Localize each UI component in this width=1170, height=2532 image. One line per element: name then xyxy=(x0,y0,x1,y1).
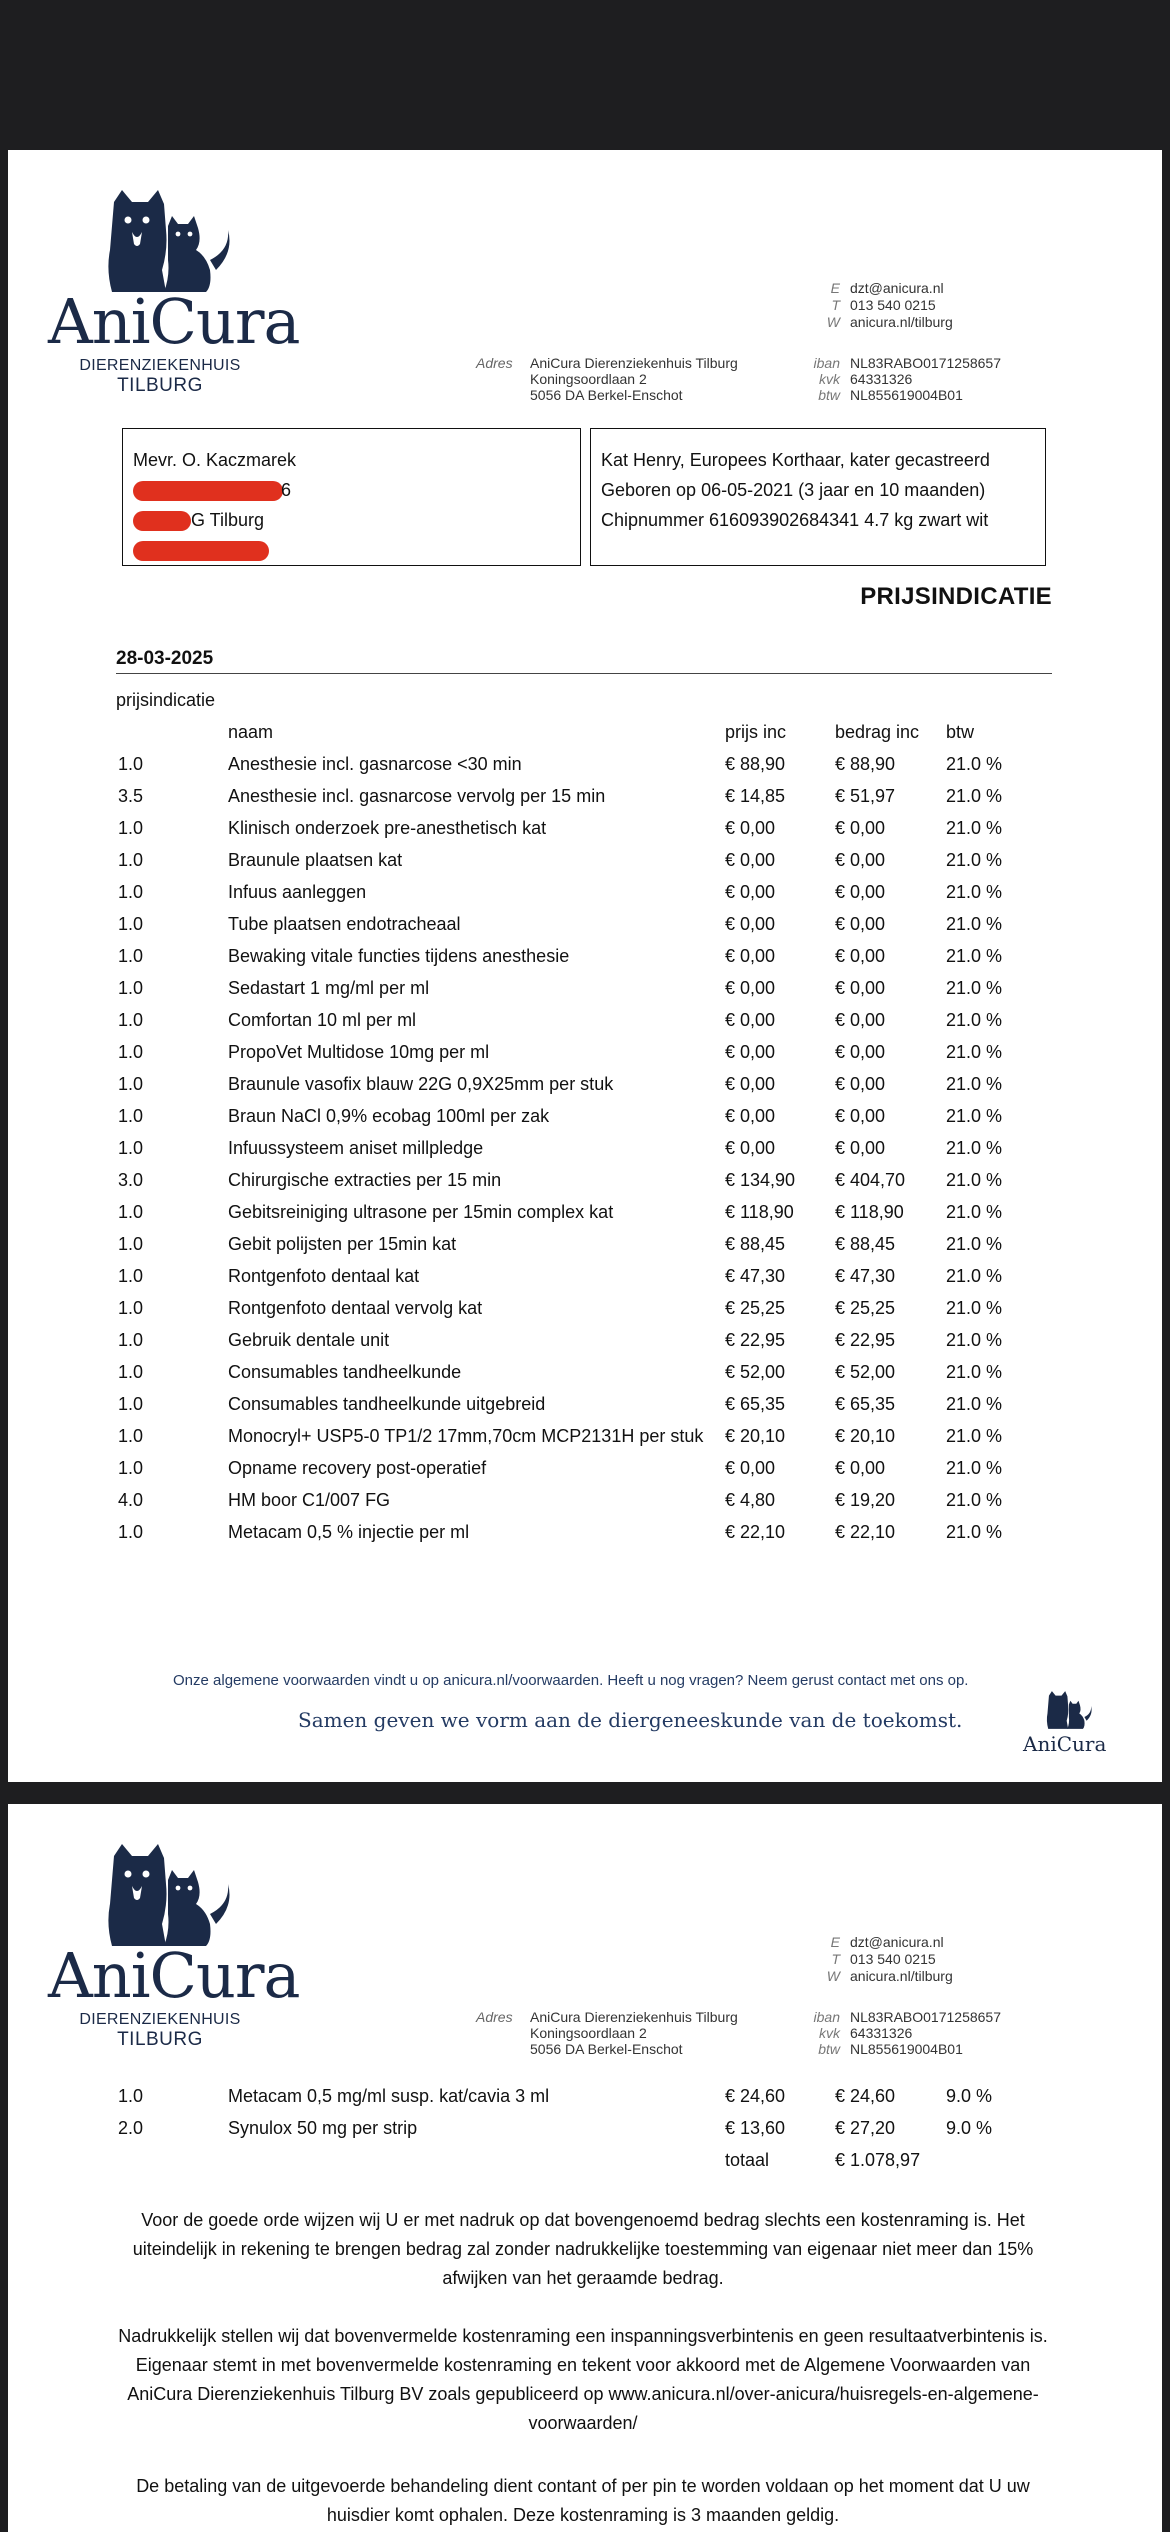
row-vat: 21.0 % xyxy=(946,1106,1003,1126)
row-amount: € 0,00 xyxy=(835,1458,886,1478)
address-line: Koningsoordlaan 2 xyxy=(530,2025,647,2041)
row-vat: 21.0 % xyxy=(946,914,1003,934)
note-agreement: Nadrukkelijk stellen wij dat bovenvermelde kostenraming een inspanningsverbintenis en geen resultaatverbintenis is. Eigenaar stemt in met bovenvermelde kostenraming en tekent voor akkoord met de Algemene Voorwaarden van AniCura Dierenziekenhuis Tilburg BV zoals gepubliceerd op www.anicura.nl/over-anicura/huisregels-en-algemene-voorwaarden/ xyxy=(118,2326,1048,2433)
row-amount: € 0,00 xyxy=(835,914,886,934)
address-line: Koningsoordlaan 2 xyxy=(530,371,647,387)
table-row xyxy=(118,1072,1058,1104)
row-price: € 0,00 xyxy=(725,1458,776,1478)
row-qty: 3.5 xyxy=(118,786,144,806)
btw-value: NL855619004B01 xyxy=(850,2041,963,2057)
slogan: Samen geven we vorm aan de diergeneeskunde van de toekomst. xyxy=(298,1708,963,1732)
row-vat: 21.0 % xyxy=(946,1458,1003,1478)
row-amount: € 0,00 xyxy=(835,1074,886,1094)
row-name: Monocryl+ USP5-0 TP1/2 17mm,70cm MCP2131H per stuk xyxy=(228,1426,704,1446)
row-price: € 0,00 xyxy=(725,1074,776,1094)
row-qty: 1.0 xyxy=(118,1522,144,1542)
row-vat: 21.0 % xyxy=(946,1362,1003,1382)
table-row xyxy=(118,1424,1058,1456)
row-name: Gebruik dentale unit xyxy=(228,1330,390,1350)
row-price: € 0,00 xyxy=(725,1106,776,1126)
row-qty: 1.0 xyxy=(118,1074,144,1094)
iban-value: NL83RABO0171258657 xyxy=(850,2009,1002,2025)
row-name: Infuussysteem aniset millpledge xyxy=(228,1138,484,1158)
table-row xyxy=(118,816,1058,848)
table-row xyxy=(118,1264,1058,1296)
table-row xyxy=(118,912,1058,944)
logo-subtitle: DIERENZIEKENHUIS xyxy=(79,2011,241,2028)
logo-wordmark: AniCura xyxy=(48,285,300,358)
row-name: Braunule plaatsen kat xyxy=(228,850,403,870)
table-row xyxy=(118,1488,1058,1520)
row-qty: 1.0 xyxy=(118,1266,144,1286)
row-name: Rontgenfoto dentaal kat xyxy=(228,1266,420,1286)
row-vat: 21.0 % xyxy=(946,1298,1003,1318)
header-vat: btw xyxy=(946,722,975,742)
btw-label: btw xyxy=(818,2041,840,2057)
email-link[interactable]: dzt@anicura.nl xyxy=(850,280,944,296)
row-amount: € 0,00 xyxy=(835,818,886,838)
address-line: AniCura Dierenziekenhuis Tilburg xyxy=(530,2009,738,2025)
cats-logo-icon xyxy=(1046,1690,1094,1730)
total-row xyxy=(118,2148,1058,2180)
row-vat: 21.0 % xyxy=(946,1266,1003,1286)
email-link[interactable]: dzt@anicura.nl xyxy=(850,1934,944,1950)
kvk-label: kvk xyxy=(819,371,840,387)
header-amount: bedrag inc xyxy=(835,722,920,742)
row-name: Bewaking vitale functies tijdens anesthesie xyxy=(228,946,570,966)
address-line: 5056 DA Berkel-Enschot xyxy=(530,2041,683,2057)
row-vat: 21.0 % xyxy=(946,882,1003,902)
row-price: € 24,60 xyxy=(725,2086,786,2106)
row-qty: 1.0 xyxy=(118,1458,144,1478)
row-price: € 0,00 xyxy=(725,1010,776,1030)
logo-location: TILBURG xyxy=(117,2029,203,2050)
bank-block xyxy=(806,355,1001,403)
row-vat: 21.0 % xyxy=(946,1170,1003,1190)
total-label: totaal xyxy=(725,2150,770,2170)
row-amount: € 88,45 xyxy=(835,1234,896,1254)
document-date: 28-03-2025 xyxy=(116,648,214,669)
row-amount: € 27,20 xyxy=(835,2118,896,2138)
row-qty: 3.0 xyxy=(118,1170,144,1190)
row-name: Tube plaatsen endotracheaal xyxy=(228,914,461,934)
row-name: Sedastart 1 mg/ml per ml xyxy=(228,978,430,998)
row-name: Chirurgische extracties per 15 min xyxy=(228,1170,502,1190)
footer-logo-word: AniCura xyxy=(1023,1732,1107,1756)
table-row xyxy=(118,848,1058,880)
redaction-mark xyxy=(133,511,191,531)
row-amount: € 20,10 xyxy=(835,1426,896,1446)
row-price: € 134,90 xyxy=(725,1170,796,1190)
row-qty: 2.0 xyxy=(118,2118,144,2138)
price-table xyxy=(118,720,1058,1552)
row-vat: 21.0 % xyxy=(946,1490,1003,1510)
row-price: € 22,10 xyxy=(725,1522,786,1542)
row-amount: € 24,60 xyxy=(835,2086,896,2106)
kvk-label: kvk xyxy=(819,2025,840,2041)
row-qty: 1.0 xyxy=(118,754,144,774)
row-name: Metacam 0,5 % injectie per ml xyxy=(228,1522,470,1542)
table-row xyxy=(118,1040,1058,1072)
bank-block xyxy=(806,2009,1001,2057)
row-vat: 21.0 % xyxy=(946,978,1003,998)
table-row xyxy=(118,784,1058,816)
table-row xyxy=(118,2116,1058,2148)
row-qty: 1.0 xyxy=(118,1330,144,1350)
table-row xyxy=(118,1232,1058,1264)
row-name: PropoVet Multidose 10mg per ml xyxy=(228,1042,490,1062)
phone-number[interactable]: 013 540 0215 xyxy=(850,1951,936,1967)
row-name: Comfortan 10 ml per ml xyxy=(228,1010,417,1030)
pet-birthdate: Geboren op 06-05-2021 (3 jaar en 10 maanden) xyxy=(601,480,986,500)
table-row xyxy=(118,752,1058,784)
row-amount: € 51,97 xyxy=(835,786,896,806)
row-price: € 118,90 xyxy=(725,1202,794,1222)
table-row xyxy=(118,880,1058,912)
owner-box xyxy=(122,428,581,566)
iban-value: NL83RABO0171258657 xyxy=(850,355,1002,371)
row-name: HM boor C1/007 FG xyxy=(228,1490,391,1510)
table-row xyxy=(118,944,1058,976)
row-price: € 88,90 xyxy=(725,754,786,774)
table-row xyxy=(118,1360,1058,1392)
email-label: E xyxy=(830,280,840,296)
phone-label: T xyxy=(831,1951,840,1967)
row-qty: 1.0 xyxy=(118,1106,144,1126)
row-vat: 21.0 % xyxy=(946,850,1003,870)
header-name: naam xyxy=(228,722,274,742)
total-value: € 1.078,97 xyxy=(835,2150,921,2170)
row-amount: € 25,25 xyxy=(835,1298,896,1318)
email-label: E xyxy=(830,1934,840,1950)
cats-logo-icon xyxy=(106,190,236,292)
row-qty: 1.0 xyxy=(118,2086,144,2106)
row-name: Gebit polijsten per 15min kat xyxy=(228,1234,457,1254)
anicura-logo xyxy=(48,190,300,400)
row-vat: 21.0 % xyxy=(946,1138,1003,1158)
address-block xyxy=(530,2009,738,2057)
table-row xyxy=(118,1392,1058,1424)
website-label: W xyxy=(826,1968,840,1984)
row-qty: 1.0 xyxy=(118,1234,144,1254)
row-price: € 0,00 xyxy=(725,818,776,838)
row-vat: 9.0 % xyxy=(946,2118,993,2138)
terms-footer: Onze algemene voorwaarden vindt u op anicura.nl/voorwaarden. Heeft u nog vragen? Neem gerust contact met ons op. xyxy=(173,1672,969,1689)
row-vat: 21.0 % xyxy=(946,1042,1003,1062)
row-price: € 0,00 xyxy=(725,1138,776,1158)
row-name: Opname recovery post-operatief xyxy=(228,1458,487,1478)
iban-label: iban xyxy=(813,2009,840,2025)
phone-label: T xyxy=(831,297,840,313)
address-label: Adres xyxy=(476,355,513,371)
row-amount: € 88,90 xyxy=(835,754,896,774)
website-label: W xyxy=(826,314,840,330)
row-price: € 0,00 xyxy=(725,978,776,998)
row-price: € 0,00 xyxy=(725,850,776,870)
iban-label: iban xyxy=(813,355,840,371)
row-qty: 1.0 xyxy=(118,914,144,934)
address-line: 5056 DA Berkel-Enschot xyxy=(530,387,683,403)
row-qty: 1.0 xyxy=(118,882,144,902)
row-amount: € 404,70 xyxy=(835,1170,906,1190)
row-amount: € 22,10 xyxy=(835,1522,896,1542)
row-name: Consumables tandheelkunde uitgebreid xyxy=(228,1394,546,1414)
row-vat: 21.0 % xyxy=(946,1074,1003,1094)
row-price: € 13,60 xyxy=(725,2118,786,2138)
redaction-mark xyxy=(133,481,283,501)
table-row xyxy=(118,1296,1058,1328)
row-name: Braunule vasofix blauw 22G 0,9X25mm per stuk xyxy=(228,1074,614,1094)
contact-block xyxy=(818,1934,953,1985)
row-qty: 4.0 xyxy=(118,1490,144,1510)
row-name: Gebitsreiniging ultrasone per 15min complex kat xyxy=(228,1202,614,1222)
row-qty: 1.0 xyxy=(118,1298,144,1318)
logo-location: TILBURG xyxy=(117,375,203,396)
row-name: Braun NaCl 0,9% ecobag 100ml per zak xyxy=(228,1106,550,1126)
btw-value: NL855619004B01 xyxy=(850,387,963,403)
note-payment: De betaling van de uitgevoerde behandeling dient contant of per pin te worden voldaan op het moment dat U uw huisdier komt ophalen. Deze kostenraming is 3 maanden geldig. xyxy=(136,2476,1030,2525)
row-price: € 14,85 xyxy=(725,786,786,806)
row-qty: 1.0 xyxy=(118,1202,144,1222)
cats-logo-icon xyxy=(106,1844,236,1946)
row-qty: 1.0 xyxy=(118,946,144,966)
row-amount: € 0,00 xyxy=(835,978,886,998)
row-price: € 0,00 xyxy=(725,914,776,934)
row-price: € 4,80 xyxy=(725,1490,776,1510)
row-amount: € 0,00 xyxy=(835,1042,886,1062)
contact-block xyxy=(818,280,953,331)
row-name: Klinisch onderzoek pre-anesthetisch kat xyxy=(228,818,547,838)
logo-wordmark: AniCura xyxy=(48,1939,300,2012)
row-amount: € 0,00 xyxy=(835,1010,886,1030)
row-vat: 9.0 % xyxy=(946,2086,993,2106)
row-name: Synulox 50 mg per strip xyxy=(228,2118,418,2138)
row-amount: € 0,00 xyxy=(835,1138,886,1158)
kvk-value: 64331326 xyxy=(850,371,913,387)
row-vat: 21.0 % xyxy=(946,1234,1003,1254)
table-header xyxy=(118,720,1058,752)
row-vat: 21.0 % xyxy=(946,1330,1003,1350)
pet-description: Kat Henry, Europees Korthaar, kater gecastreerd xyxy=(601,450,990,470)
row-qty: 1.0 xyxy=(118,1010,144,1030)
row-qty: 1.0 xyxy=(118,1362,144,1382)
row-price: € 88,45 xyxy=(725,1234,786,1254)
address-block xyxy=(530,355,738,403)
table-row xyxy=(118,1136,1058,1168)
row-amount: € 118,90 xyxy=(835,1202,904,1222)
row-vat: 21.0 % xyxy=(946,1522,1003,1542)
row-name: Consumables tandheelkunde xyxy=(228,1362,462,1382)
row-vat: 21.0 % xyxy=(946,1010,1003,1030)
row-qty: 1.0 xyxy=(118,978,144,998)
row-vat: 21.0 % xyxy=(946,786,1003,806)
row-price: € 52,00 xyxy=(725,1362,786,1382)
kvk-value: 64331326 xyxy=(850,2025,913,2041)
owner-redacted-line xyxy=(133,535,580,565)
row-vat: 21.0 % xyxy=(946,818,1003,838)
table-row xyxy=(118,1104,1058,1136)
header-price: prijs inc xyxy=(725,722,787,742)
table-row xyxy=(118,1328,1058,1360)
address-line: AniCura Dierenziekenhuis Tilburg xyxy=(530,355,738,371)
row-name: Metacam 0,5 mg/ml susp. kat/cavia 3 ml xyxy=(228,2086,550,2106)
owner-city-fragment: G Tilburg xyxy=(191,510,265,530)
anicura-logo xyxy=(48,1844,300,2054)
note-estimate: Voor de goede orde wijzen wij U er met nadruk op dat bovengenoemd bedrag slechts een kostenraming is. Het uiteindelijk in rekening te brengen bedrag zal zonder nadrukkelijke toestemming van eigenaar niet meer dan 15% afwijken van het geraamde bedrag. xyxy=(132,2210,1034,2288)
table-row xyxy=(118,976,1058,1008)
row-vat: 21.0 % xyxy=(946,946,1003,966)
row-name: Anesthesie incl. gasnarcose <30 min xyxy=(228,754,522,774)
table-row xyxy=(118,2084,1058,2116)
section-label: prijsindicatie xyxy=(116,690,216,710)
row-amount: € 0,00 xyxy=(835,850,886,870)
redaction-mark xyxy=(133,541,269,561)
table-row xyxy=(118,1008,1058,1040)
row-name: Infuus aanleggen xyxy=(228,882,367,902)
pet-box xyxy=(590,428,1046,566)
row-price: € 22,95 xyxy=(725,1330,786,1350)
price-table-continued xyxy=(118,2084,1058,2180)
row-amount: € 65,35 xyxy=(835,1394,896,1414)
row-qty: 1.0 xyxy=(118,1138,144,1158)
table-row xyxy=(118,1520,1058,1552)
row-price: € 0,00 xyxy=(725,1042,776,1062)
btw-label: btw xyxy=(818,387,840,403)
row-amount: € 52,00 xyxy=(835,1362,896,1382)
row-amount: € 19,20 xyxy=(835,1490,896,1510)
row-amount: € 0,00 xyxy=(835,1106,886,1126)
document-page-1 xyxy=(8,150,1162,1782)
row-qty: 1.0 xyxy=(118,1394,144,1414)
owner-address-fragment: 6 xyxy=(281,480,292,500)
row-price: € 25,25 xyxy=(725,1298,786,1318)
website-link[interactable]: anicura.nl/tilburg xyxy=(850,1968,953,1984)
pet-chip: Chipnummer 616093902684341 4.7 kg zwart wit xyxy=(601,510,989,530)
row-name: Rontgenfoto dentaal vervolg kat xyxy=(228,1298,483,1318)
document-title: PRIJSINDICATIE xyxy=(860,583,1052,610)
table-row xyxy=(118,1456,1058,1488)
row-price: € 0,00 xyxy=(725,882,776,902)
row-amount: € 0,00 xyxy=(835,882,886,902)
row-qty: 1.0 xyxy=(118,1042,144,1062)
row-vat: 21.0 % xyxy=(946,1426,1003,1446)
owner-address-line xyxy=(133,475,580,505)
document-page-2 xyxy=(8,1804,1162,2532)
row-amount: € 47,30 xyxy=(835,1266,896,1286)
row-vat: 21.0 % xyxy=(946,1394,1003,1414)
owner-city-line xyxy=(133,505,580,535)
row-amount: € 22,95 xyxy=(835,1330,896,1350)
row-price: € 20,10 xyxy=(725,1426,786,1446)
phone-number[interactable]: 013 540 0215 xyxy=(850,297,936,313)
table-row xyxy=(118,1168,1058,1200)
row-price: € 0,00 xyxy=(725,946,776,966)
row-amount: € 0,00 xyxy=(835,946,886,966)
row-price: € 47,30 xyxy=(725,1266,786,1286)
row-vat: 21.0 % xyxy=(946,754,1003,774)
owner-name: Mevr. O. Kaczmarek xyxy=(133,450,297,470)
row-vat: 21.0 % xyxy=(946,1202,1003,1222)
logo-subtitle: DIERENZIEKENHUIS xyxy=(79,357,241,374)
row-qty: 1.0 xyxy=(118,818,144,838)
website-link[interactable]: anicura.nl/tilburg xyxy=(850,314,953,330)
divider xyxy=(116,673,1052,674)
row-qty: 1.0 xyxy=(118,850,144,870)
address-label: Adres xyxy=(476,2009,513,2025)
row-qty: 1.0 xyxy=(118,1426,144,1446)
row-price: € 65,35 xyxy=(725,1394,786,1414)
table-row xyxy=(118,1200,1058,1232)
row-name: Anesthesie incl. gasnarcose vervolg per 15 min xyxy=(228,786,606,806)
footer-logo xyxy=(1018,1690,1108,1760)
